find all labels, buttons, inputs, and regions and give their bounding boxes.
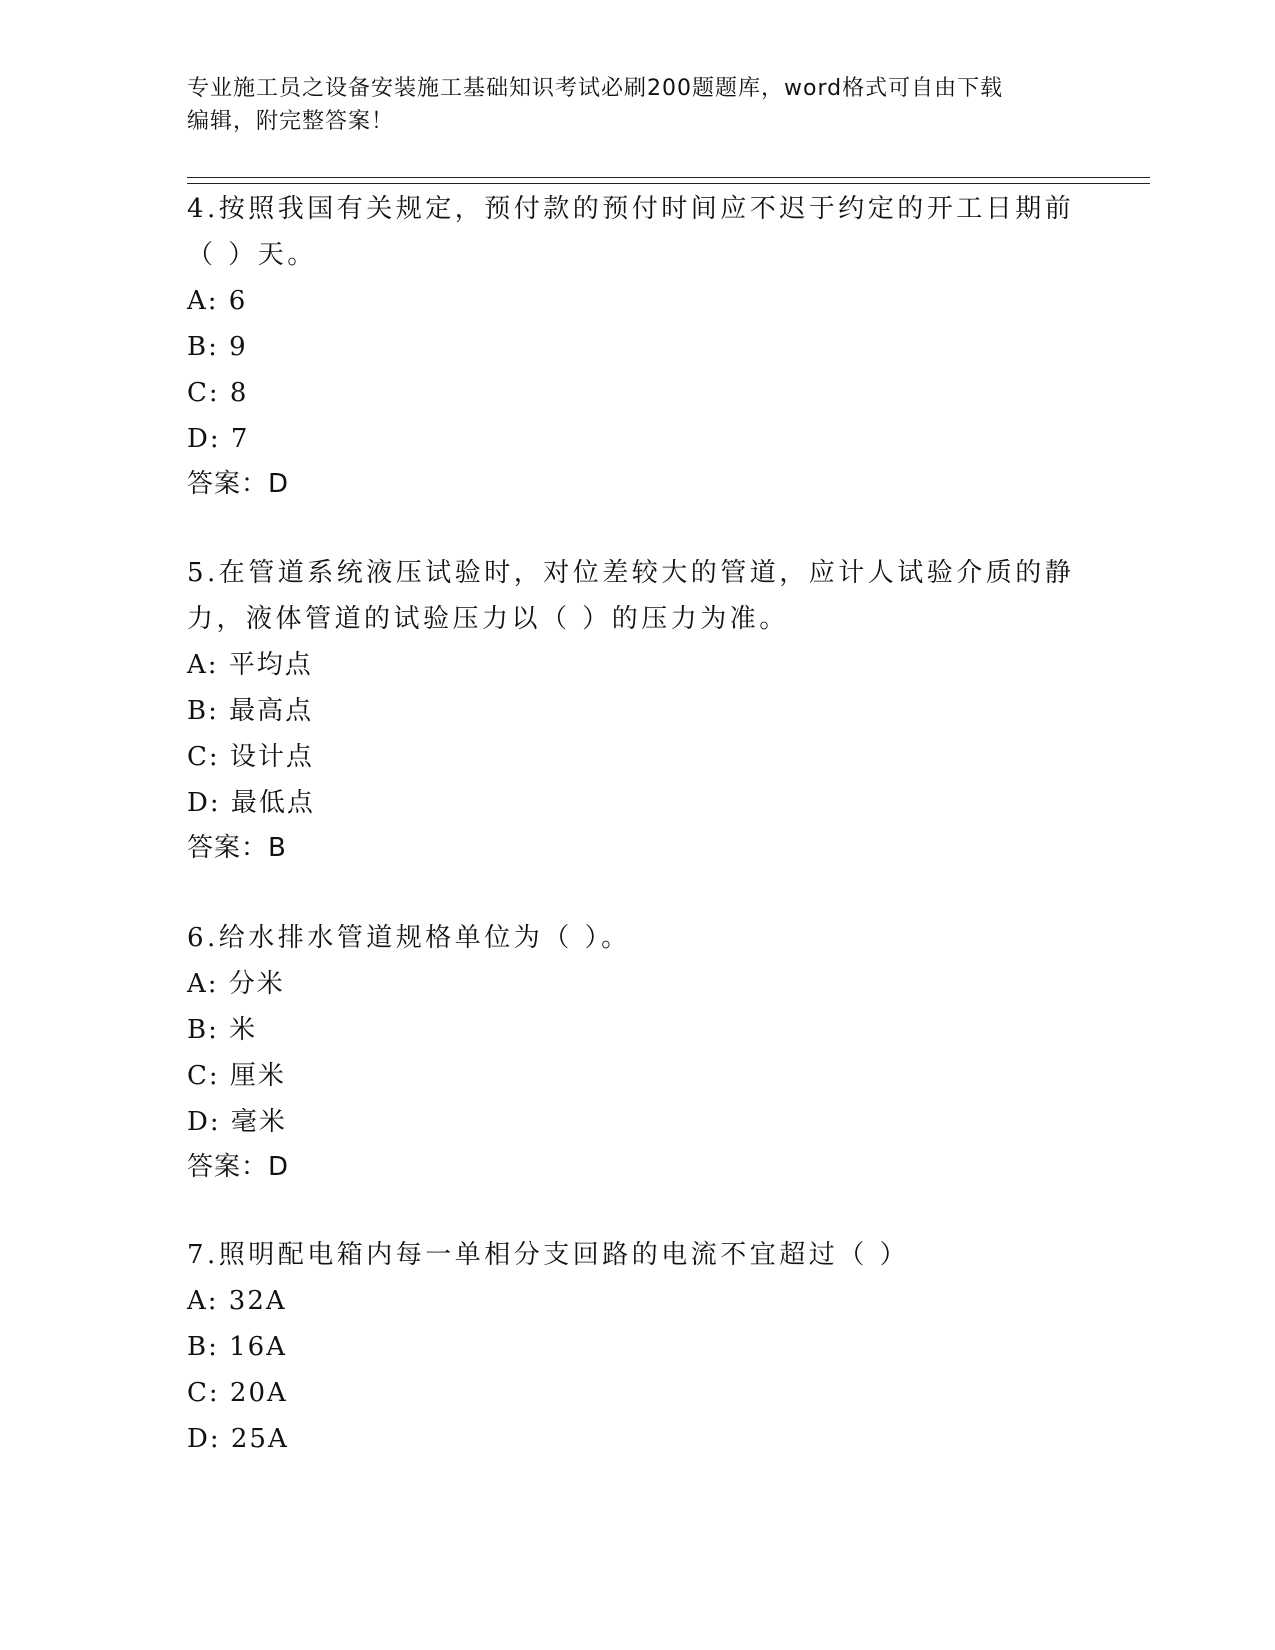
option-c: C: 厘米 [187, 1061, 286, 1091]
option-b: B: 9 [187, 332, 248, 362]
question-stem-line-2: （ ）天。 [187, 240, 317, 270]
question-stem-line-1: 7.照明配电箱内每一单相分支回路的电流不宜超过（ ） [187, 1240, 910, 1270]
header-divider-bottom [187, 183, 1150, 184]
option-d: D: 最低点 [187, 788, 315, 818]
question-4 [187, 186, 1087, 506]
header-divider-top [187, 177, 1150, 178]
option-c: C: 8 [187, 378, 249, 408]
answer: 答案：B [187, 833, 287, 863]
question-stem-line-1: 6.给水排水管道规格单位为（ ）。 [187, 923, 631, 953]
option-a: A: 分米 [187, 969, 285, 999]
question-stem-line-2: 力，液体管道的试验压力以（ ）的压力为准。 [187, 604, 789, 634]
option-b: B: 最高点 [187, 696, 314, 726]
answer: 答案：D [187, 469, 290, 499]
option-d: D: 毫米 [187, 1107, 287, 1137]
option-c: C: 设计点 [187, 742, 314, 772]
question-6 [187, 915, 1087, 1189]
option-b: B: 米 [187, 1015, 258, 1045]
question-stem-line-1: 5.在管道系统液压试验时，对位差较大的管道，应计人试验介质的静 [187, 558, 1075, 588]
header-line-2: 编辑，附完整答案！ [187, 109, 395, 134]
option-b: B: 16A [187, 1332, 287, 1362]
document-header [187, 72, 1087, 138]
question-5 [187, 550, 1087, 870]
option-a: A: 6 [187, 286, 248, 316]
question-stem-line-1: 4.按照我国有关规定，预付款的预付时间应不迟于约定的开工日期前 [187, 194, 1075, 224]
answer: 答案：D [187, 1152, 290, 1182]
option-d: D: 7 [187, 424, 250, 454]
option-a: A: 平均点 [187, 650, 313, 680]
question-7 [187, 1232, 1087, 1462]
option-d: D: 25A [187, 1424, 289, 1454]
option-c: C: 20A [187, 1378, 288, 1408]
option-a: A: 32A [187, 1286, 287, 1316]
header-line-1: 专业施工员之设备安装施工基础知识考试必刷200题题库，word格式可自由下载 [187, 76, 1004, 101]
